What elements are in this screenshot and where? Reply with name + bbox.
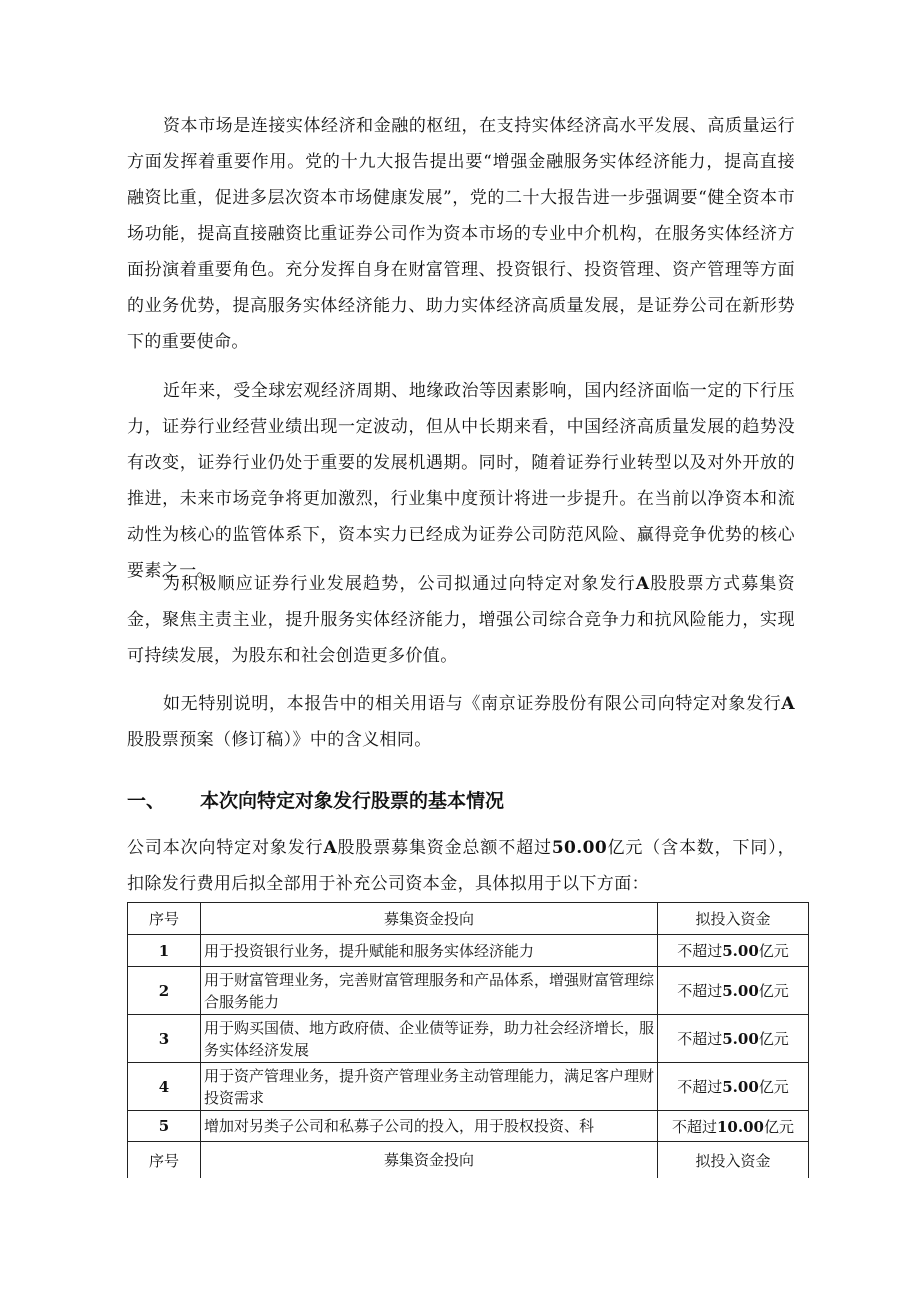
amount-value: 5.00	[722, 1078, 759, 1096]
header-amount: 拟投入资金	[658, 903, 809, 935]
row-amount	[658, 935, 809, 967]
paragraph-capital-market: 资本市场是连接实体经济和金融的枢纽，在支持实体经济高水平发展、高质量运行方面发挥着重要作用。党的十九大报告提出要“增强金融服务实体经济能力，提高直接融资比重，促进多层次资本市场健康发展”，党的二十大报告进一步强调要“健全资本市场功能，提高直接融资比重证券公司作为资本市场的专业中介机构，在服务实体经济方面扮演着重要角色。充分发挥自身在财富管理、投资银行、投资管理、资产管理等方面的业务优势，提高服务实体经济能力、助力实体经济高质量发展，是证券公司在新形势下的重要使命。	[127, 116, 795, 352]
row-use: 用于财富管理业务，完善财富管理服务和产品体系，增强财富管理综合服务能力	[201, 967, 658, 1015]
table-row	[128, 1015, 809, 1063]
row-index: 2	[128, 967, 201, 1015]
paragraph-text: 为积极顺应证券行业发展趋势，公司拟通过向特定对象发行	[163, 574, 636, 594]
row-use: 增加对另类子公司和私募子公司的投入，用于股权投资、科	[201, 1111, 658, 1142]
fund-allocation-table	[127, 902, 809, 1178]
section-title: 本次向特定对象发行股票的基本情况	[200, 790, 505, 812]
section-intro	[127, 830, 795, 902]
table-row	[128, 1063, 809, 1111]
amount-unit: 亿元	[758, 942, 789, 960]
amount-unit: 亿元	[763, 1117, 794, 1136]
amount-prefix: 不超过	[677, 982, 723, 1000]
paragraph-industry-outlook: 近年来，受全球宏观经济周期、地缘政治等因素影响，国内经济面临一定的下行压力，证券行业经营业绩出现一定波动，但从中长期来看，中国经济高质量发展的趋势没有改变，证券行业仍处于重要的发展机遇期。同时，随着证券行业转型以及对外开放的推进，未来市场竞争将更加激烈，行业集中度预计将进一步提升。在当前以净资本和流动性为核心的监管体系下，资本实力已经成为证券公司防范风险、赢得竞争优势的核心要素之一。	[127, 381, 795, 581]
header-use: 募集资金投向	[201, 903, 658, 935]
row-index: 3	[128, 1015, 201, 1063]
table-row	[128, 935, 809, 967]
paragraph-text: 如无特别说明，本报告中的相关用语与《南京证券股份有限公司向特定对象发行	[163, 694, 782, 714]
header-index: 序号	[128, 1142, 201, 1179]
row-amount	[658, 1111, 809, 1142]
amount-unit: 亿元	[758, 982, 789, 1000]
paragraph-issuance-purpose	[127, 566, 795, 674]
row-amount	[658, 1063, 809, 1111]
row-index: 5	[128, 1111, 201, 1142]
table-header-row-repeat	[128, 1142, 809, 1179]
amount-value: 5.00	[722, 982, 759, 1000]
amount-prefix: 不超过	[677, 1030, 723, 1048]
intro-text: 公司本次向特定对象发行	[127, 838, 324, 858]
paragraph-text: 股股票方式募集资金，聚焦主责主业，提升服务实体经济能力，增强公司综合竞争力和抗风险能力，实现可持续发展，为股东和社会创造更多价值。	[127, 574, 795, 666]
row-use: 用于资产管理业务，提升资产管理业务主动管理能力，满足客户理财投资需求	[201, 1063, 658, 1111]
row-index: 1	[128, 935, 201, 967]
table-row	[128, 967, 809, 1015]
amount-unit: 亿元	[758, 1078, 789, 1096]
bold-share-class: A	[323, 838, 338, 858]
bold-share-class: A	[781, 694, 795, 714]
bold-share-class: A	[635, 574, 650, 594]
amount-prefix: 不超过	[671, 1117, 717, 1136]
paragraph-terminology-note	[127, 686, 795, 758]
intro-text: 股股票募集资金总额不超过	[337, 838, 552, 858]
header-index: 序号	[128, 903, 201, 935]
intro-text: 亿元（含本数，下同），扣除发行费用后拟全部用于补充公司资本金，具体拟用于以下方面：	[127, 838, 795, 894]
amount-unit: 亿元	[758, 1030, 789, 1048]
amount-value: 10.00	[717, 1117, 764, 1136]
amount-prefix: 不超过	[677, 942, 723, 960]
row-use: 用于投资银行业务，提升赋能和服务实体经济能力	[201, 935, 658, 967]
table-row	[128, 1111, 809, 1142]
table-header-row	[128, 903, 809, 935]
amount-value: 5.00	[722, 1030, 759, 1048]
row-amount	[658, 1015, 809, 1063]
amount-prefix: 不超过	[677, 1078, 723, 1096]
header-use: 募集资金投向	[201, 1142, 658, 1179]
row-use: 用于购买国债、地方政府债、企业债等证券，助力社会经济增长，服务实体经济发展	[201, 1015, 658, 1063]
section-heading	[127, 784, 795, 818]
amount-value: 5.00	[722, 942, 759, 960]
row-index: 4	[128, 1063, 201, 1111]
paragraph-text: 股股票预案（修订稿）》中的含义相同。	[127, 730, 432, 750]
row-amount	[658, 967, 809, 1015]
header-amount: 拟投入资金	[658, 1142, 809, 1179]
bold-total-amount: 50.00	[551, 838, 608, 858]
section-number: 一、	[127, 790, 166, 812]
